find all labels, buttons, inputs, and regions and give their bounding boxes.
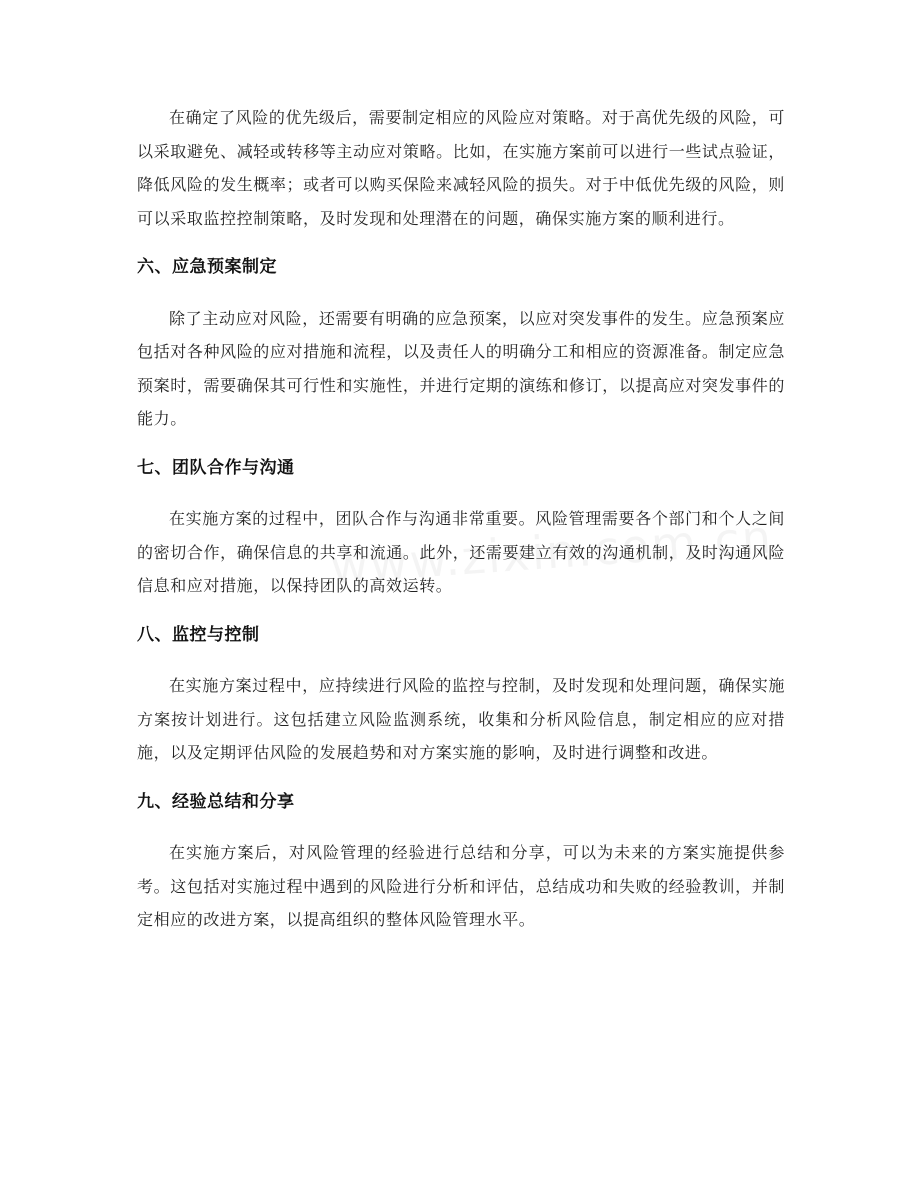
- section-paragraph-8: 在实施方案过程中，应持续进行风险的监控与控制，及时发现和处理问题，确保实施方案按计划进行。这包括建立风险监测系统，收集和分析风险信息，制定相应的应对措施，以及定期评估风险的发展趋势和对方案实施的影响，及时进行调整和改进。: [137, 676, 785, 762]
- section-paragraph-6: 除了主动应对风险，还需要有明确的应急预案，以应对突发事件的发生。应急预案应包括对各种风险的应对措施和流程，以及责任人的明确分工和相应的资源准备。制定应急预案时，需要确保其可行性和实施性，并进行定期的演练和修订，以提高应对突发事件的能力。: [137, 308, 785, 428]
- section-heading-6: 六、应急预案制定: [137, 257, 277, 277]
- section-paragraph-7: 在实施方案的过程中，团队合作与沟通非常重要。风险管理需要各个部门和个人之间的密切合作，确保信息的共享和流通。此外，还需要建立有效的沟通机制，及时沟通风险信息和应对措施，以保持团队的高效运转。: [137, 509, 785, 595]
- section-heading-7: 七、团队合作与沟通: [137, 457, 295, 478]
- document-body: [137, 101, 785, 937]
- section-heading-8: 八、监控与控制: [137, 624, 260, 645]
- section-paragraph-9: 在实施方案后，对风险管理的经验进行总结和分享，可以为未来的方案实施提供参考。这包括对实施过程中遇到的风险进行分析和评估，总结成功和失败的经验教训，并制定相应的改进方案，以提高组织的整体风险管理水平。: [137, 843, 785, 929]
- section-heading-9: 九、经验总结和分享: [137, 791, 295, 812]
- intro-paragraph: 在确定了风险的优先级后，需要制定相应的风险应对策略。对于高优先级的风险，可以采取避免、减轻或转移等主动应对策略。比如，在实施方案前可以进行一些试点验证，降低风险的发生概率；或者可以购买保险来减轻风险的损失。对于中低优先级的风险，则可以采取监控控制策略，及时发现和处理潜在的问题，确保实施方案的顺利进行。: [137, 108, 785, 228]
